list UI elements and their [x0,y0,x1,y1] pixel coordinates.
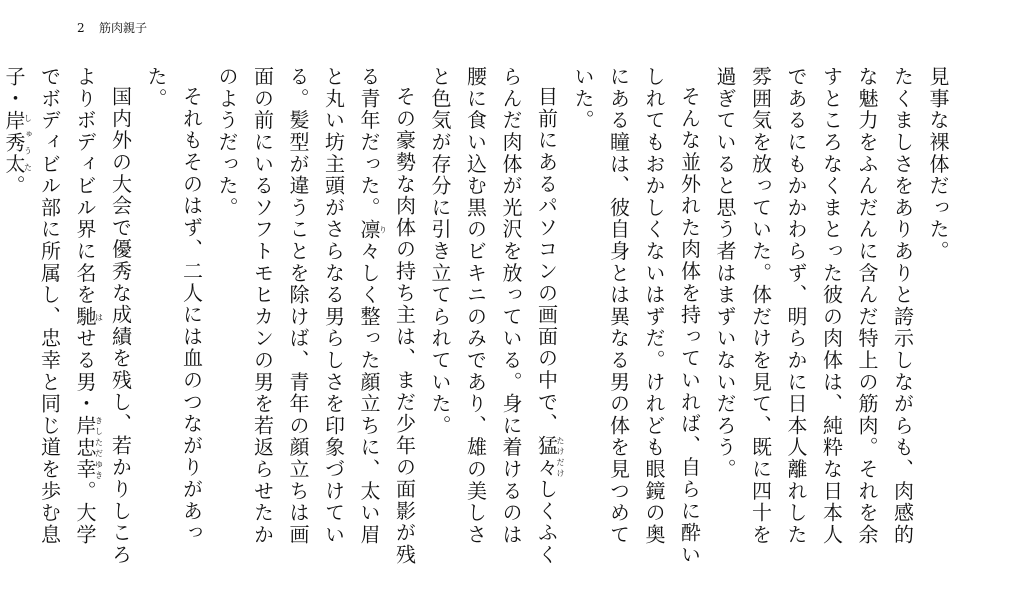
running-title: 筋肉親子 [99,21,148,35]
ruby-takedake [534,434,565,479]
ruby-reading: たけだけ [556,434,565,479]
ruby-reading: きしただゆき [94,414,104,481]
paragraph-4 [422,66,565,566]
paragraph-2: たくましさをありありと誇示しながらも、肉感的な魅力をふんだんに含んだ特上の筋肉。それを余すところなくまとった彼の肉体は、純粋な日本人であるにもかかわらず、明らかに日本人離れした雰囲気を放っていた。体だけを見て、既に四十を過ぎていると思う者はまずいないだろう。 [713,66,915,546]
ruby-base: 馳 [73,305,97,328]
paragraph-4-text-a: 目前にあるパソコンの画面の中で、 [534,86,559,435]
ruby-ri [357,218,388,241]
paragraph-4-text-b: しくふくらんだ肉体が光沢を放っている。身に着けるのは腰に食い込む黒のビキニのみであり、雄の美しさと色気が存分に引き立てられていた。 [428,66,559,566]
vertical-body-text [2,66,955,566]
ruby-kishitadayuki [73,414,104,481]
paragraph-5-text-b: 々しく整った顔立ちに、太い眉と丸い坊主頭がさらなる男らしさを印象づけている。髪型が違うことを除けば、青年の顔立ちは画面の前にいるソフトモヒカンの男を若返らせたかのようだった。 [215,66,381,546]
ruby-reading: は [94,305,104,328]
ruby-ha [73,305,104,328]
paragraph-7-text-a: 国内外の大会で優秀な成績を残し、若かりしころよりボディビル界に名を [73,66,133,566]
ruby-base: 岸忠幸 [73,414,97,481]
paragraph-7-text-b: せる男・ [73,327,97,415]
ruby-reading: り [378,218,388,241]
ruby-base: 猛々 [534,434,559,479]
paragraph-7-text-c: 。大学でボディビル部に所属し、忠幸と同じ道を歩む息子・ [2,66,97,546]
paragraph-7 [0,66,138,566]
paragraph-3: そんな並外れた肉体を持っていれば、自らに酔いしれてもおかしくないはずだ。けれども眼鏡の奥にある瞳は、彼自身とは異なる男の体を見つめていた。 [571,66,702,566]
ruby-shuta [2,109,33,176]
page-header [77,22,147,34]
ruby-base: 凛 [357,218,381,241]
paragraph-6: それもそのはず、二人には血のつながりがあった。 [144,66,204,544]
paragraph-5-text-a: その豪勢な肉体の持ち主は、まだ少年の面影が残る青年だった。 [357,66,417,566]
paragraph-7-text-d: 。 [2,175,26,197]
paragraph-1: 見事な裸体だった。 [926,66,950,263]
ruby-reading: しゅうた [23,109,33,176]
page-number: 2 [77,21,85,35]
paragraph-5 [209,66,422,566]
ruby-base: 岸秀太 [2,109,26,176]
